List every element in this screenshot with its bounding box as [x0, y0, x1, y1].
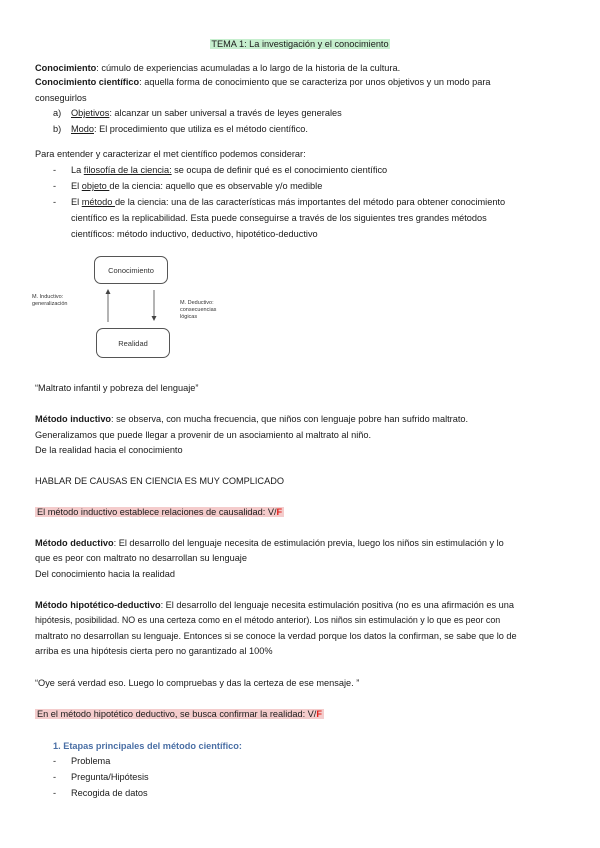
page-title: TEMA 1: La investigación y el conocimiento — [211, 39, 389, 49]
diagram-box-realidad: Realidad — [96, 328, 170, 358]
causas-note: HABLAR DE CAUSAS EN CIENCIA ES MUY COMPLICADO — [35, 476, 284, 486]
quote-maltrato: “Maltrato infantil y pobreza del lenguaje” — [35, 383, 199, 393]
quote-oye: “Oye será verdad eso. Luego lo compruebas y das la certeza de ese mensaje. ” — [35, 678, 360, 688]
metodo-deductivo-line2: que es peor con maltrato no desarrollan su lenguaje — [35, 553, 247, 563]
arrow-down-head — [152, 316, 157, 321]
bullet-objeto: - El objeto de la ciencia: aquello que es observable y/o medible — [53, 181, 323, 191]
definition-conocimiento-cientifico: Conocimiento científico: aquella forma de conocimiento que se caracteriza por unos objetivos y un modo para — [35, 77, 491, 87]
metodo-hipotetico: Método hipotético-deductivo: El desarrollo del lenguaje necesita estimulación positiva (no es una afirmación es una — [35, 600, 514, 610]
metodo-inductivo-line3: De la realidad hacia el conocimiento — [35, 445, 183, 455]
bullet-metodo-line3: científicos: método inductivo, deductivo, hipotético-deductivo — [71, 229, 318, 239]
arrow-up-head — [106, 289, 111, 294]
list-item: - Pregunta/Hipótesis — [53, 772, 149, 782]
metodo-inductivo-line2: Generalizamos que puede llegar a provenir de un asociamiento al maltrato al niño. — [35, 430, 372, 440]
metodo-deductivo-line3: Del conocimiento hacia la realidad — [35, 569, 175, 579]
definition-continuation: conseguirlos — [35, 93, 87, 103]
list-item-modo: b) Modo: El procedimiento que utiliza es el método científico. — [53, 124, 308, 134]
etapas-heading: 1. Etapas principales del método científico: — [53, 741, 242, 751]
list-item-objetivos: a) Objetivos: alcanzar un saber universal a través de leyes generales — [53, 108, 342, 118]
intro-consider: Para entender y caracterizar el met científico podemos considerar: — [35, 149, 306, 159]
bullet-filosofia: - La filosofía de la ciencia: se ocupa de definir qué es el conocimiento científico — [53, 165, 388, 175]
metodo-hipotetico-line3: maltrato no desarrollan su lenguaje. Entonces si se conoce la verdad porque los datos la confirman, se sabe que lo de — [35, 631, 517, 641]
metodo-deductivo: Método deductivo: El desarrollo del lenguaje necesita de estimulación previa, luego los niños sin estimulación y lo — [35, 538, 504, 548]
bullet-metodo: - El método de la ciencia: una de las características más importantes del método para obtener conocimiento — [53, 197, 506, 207]
method-diagram — [30, 250, 250, 365]
diagram-label-inductivo: M. Inductivo: generalización — [32, 294, 68, 307]
diagram-label-deductivo: M. Deductivo: consecuencias lógicas — [180, 300, 217, 320]
list-item: - Problema — [53, 756, 111, 766]
definition-conocimiento: Conocimiento: cúmulo de experiencias acumuladas a lo largo de la historia de la cultura. — [35, 63, 401, 73]
question-hipotetico: En el método hipotético deductivo, se busca confirmar la realidad: V/F — [37, 709, 322, 719]
diagram-box-conocimiento: Conocimiento — [94, 256, 168, 284]
question-inductivo: El método inductivo establece relaciones de causalidad: V/F — [37, 507, 283, 517]
bullet-metodo-line2: científico es la replicabilidad. Esta puede conseguirse a través de los siguientes tres grandes métodos — [71, 213, 487, 223]
metodo-hipotetico-line4: arriba es una hipótesis cierta pero no garantizado al 100% — [35, 646, 273, 656]
list-item: - Recogida de datos — [53, 788, 148, 798]
metodo-hipotetico-line2: hipótesis, posibilidad. NO es una certeza como en el método anterior). Los niños sin estimulación y lo que es peor con — [35, 615, 501, 625]
metodo-inductivo: Método inductivo: se observa, con mucha frecuencia, que niños con lenguaje pobre han sufrido maltrato. — [35, 414, 469, 424]
